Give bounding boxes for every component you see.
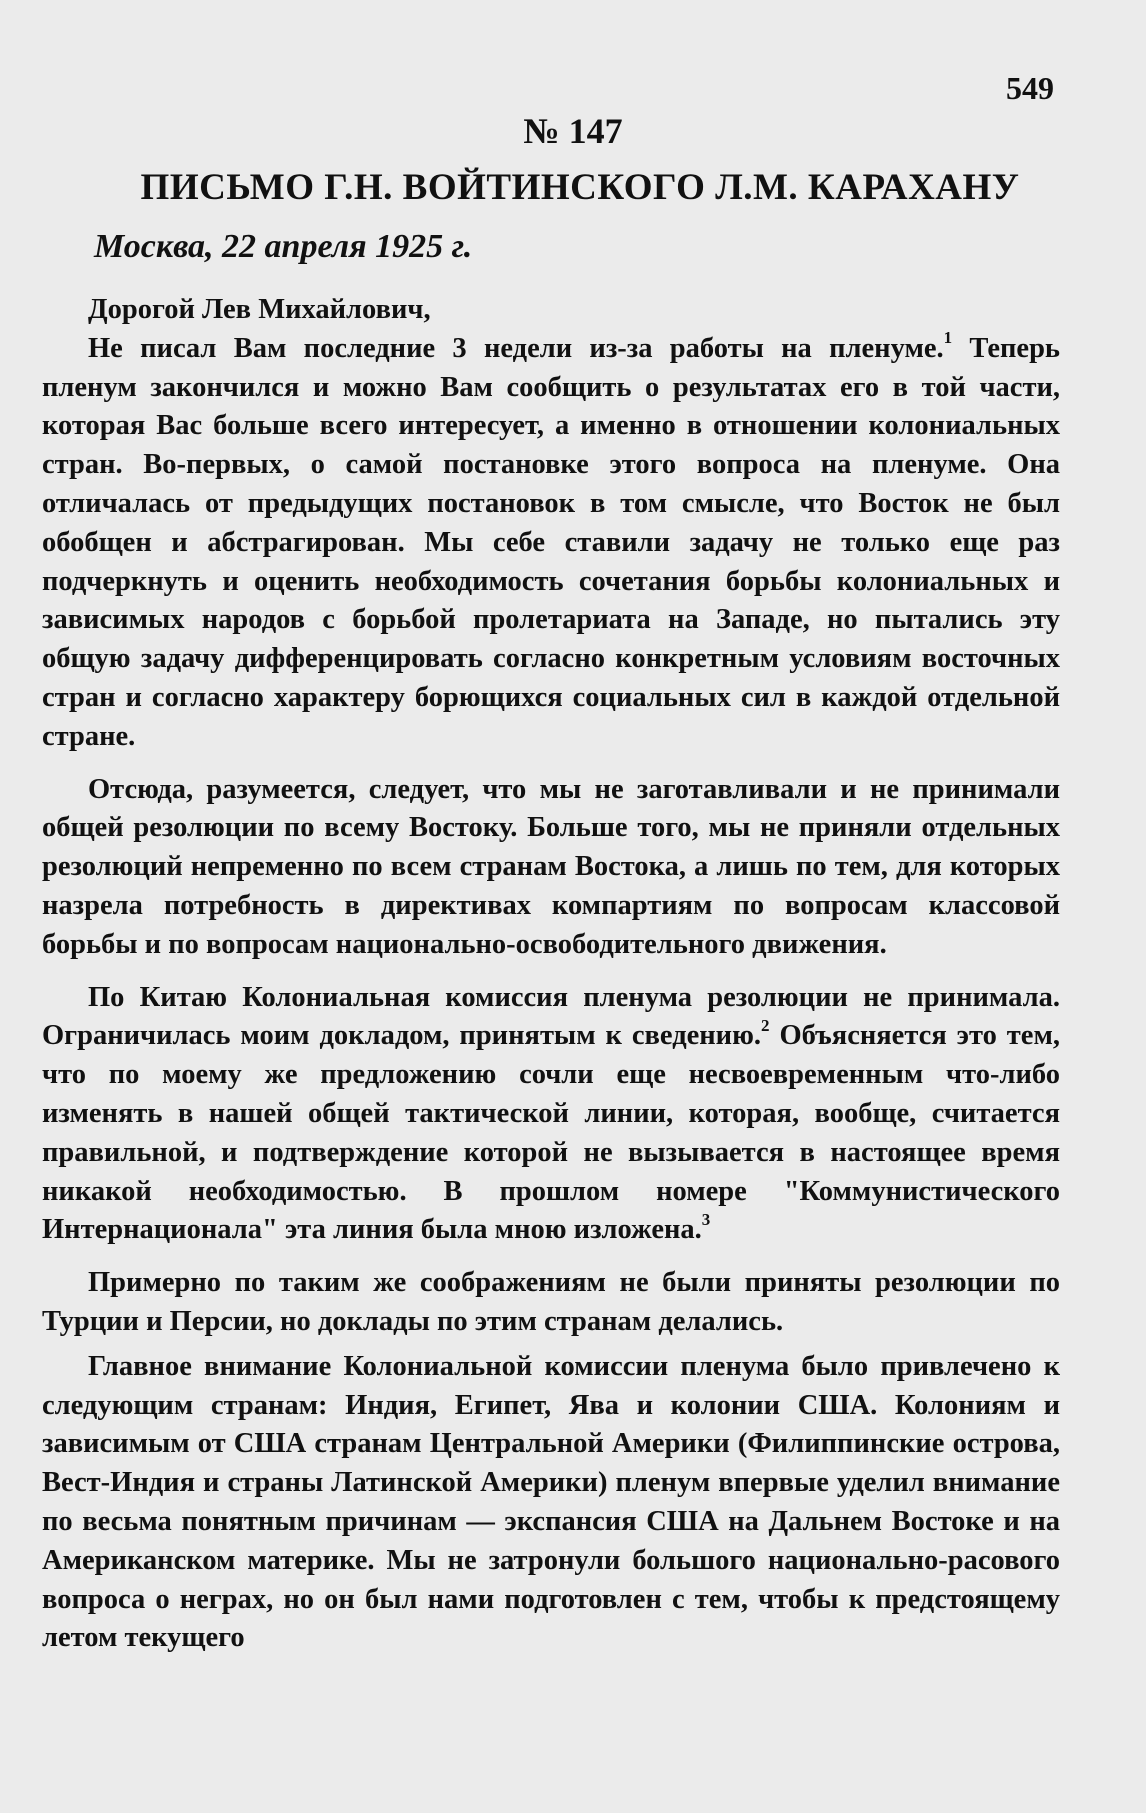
footnote-ref-2: 2 bbox=[761, 1015, 770, 1035]
paragraph-1-text-b: Теперь пленум закончился и можно Вам сообщить о результатах его в той части, которая Вас больше всего интересует, а именно в отношении колониальных стран. Во-первых, о самой постановке этого вопроса на пленуме. Она отличалась от предыдущих постановок в том смысле, что Восток не был обобщен и абстрагирован. Мы себе ставили задачу не только еще раз подчеркнуть и оценить необходимость сочетания борьбы колониальных и зависимых народов с борьбой пролетариата на Западе, но пытались эту общую задачу дифференцировать согласно конкретным условиям восточных стран и согласно характеру борющихся социальных сил в каждой отдельной стране. bbox=[42, 332, 1060, 752]
paragraph-1 bbox=[42, 330, 1060, 757]
document-title: ПИСЬМО Г.Н. ВОЙТИНСКОГО Л.М. КАРАХАНУ bbox=[140, 167, 1020, 208]
paragraph-3-text-b: Объясняется это тем, что по моему же предложению сочли еще несвоевременным что-либо изменять в нашей общей тактической линии, которая, вообще, считается правильной, и подтверждение которой не вызывается в настоящее время никакой необходимостью. В прошлом номере "Коммунистического Интернационала" эта линия была мною изложена. bbox=[42, 1020, 1060, 1246]
salutation: Дорогой Лев Михайлович, bbox=[88, 294, 431, 325]
footnote-ref-3: 3 bbox=[701, 1209, 711, 1229]
page-number: 549 bbox=[1006, 70, 1054, 106]
paragraph-1-text-a: Не писал Вам последние 3 недели из-за работы на пленуме. bbox=[88, 332, 944, 364]
paragraph-5: Главное внимание Колониальной комиссии пленума было привлечено к следующим странам: Индия, Египет, Ява и колонии США. Колониям и зависимым от США странам Центральной Америки (Филиппинские острова, Вест-Индия и страны Латинской Америки) пленум впервые уделил внимание по весьма понятным причинам — экспансия США на Дальнем Востоке и на Американском материке. Мы не затронули большого национально-расового вопроса о неграх, но он был нами подготовлен с тем, чтобы к предстоящему летом текущего bbox=[42, 1350, 1060, 1654]
document-dateline: Москва, 22 апреля 1925 г. bbox=[94, 228, 473, 265]
paragraph-3-text-a: По Китаю Колониальная комиссия пленума резолюции не принимала. Ограничилась моим докладом, принятым к сведению. bbox=[42, 981, 1060, 1052]
document-number: № 147 bbox=[523, 111, 623, 151]
paragraph-2: Отсюда, разумеется, следует, что мы не заготавливали и не принимали общей резолюции по всему Востоку. Больше того, мы не приняли отдельных резолюций непременно по всем странам Востока, а лишь по тем, для которых назрела потребность в директивах компартиям по вопросам классовой борьбы и по вопросам национально-освободительного движения. bbox=[42, 773, 1060, 960]
footnote-ref-1: 1 bbox=[943, 328, 953, 348]
paragraph-4: Примерно по таким же соображениям не были приняты резолюции по Турции и Персии, но доклады по этим странам делались. bbox=[42, 1267, 1060, 1337]
paragraph-3 bbox=[42, 979, 1060, 1251]
letter-body bbox=[42, 291, 1060, 1658]
